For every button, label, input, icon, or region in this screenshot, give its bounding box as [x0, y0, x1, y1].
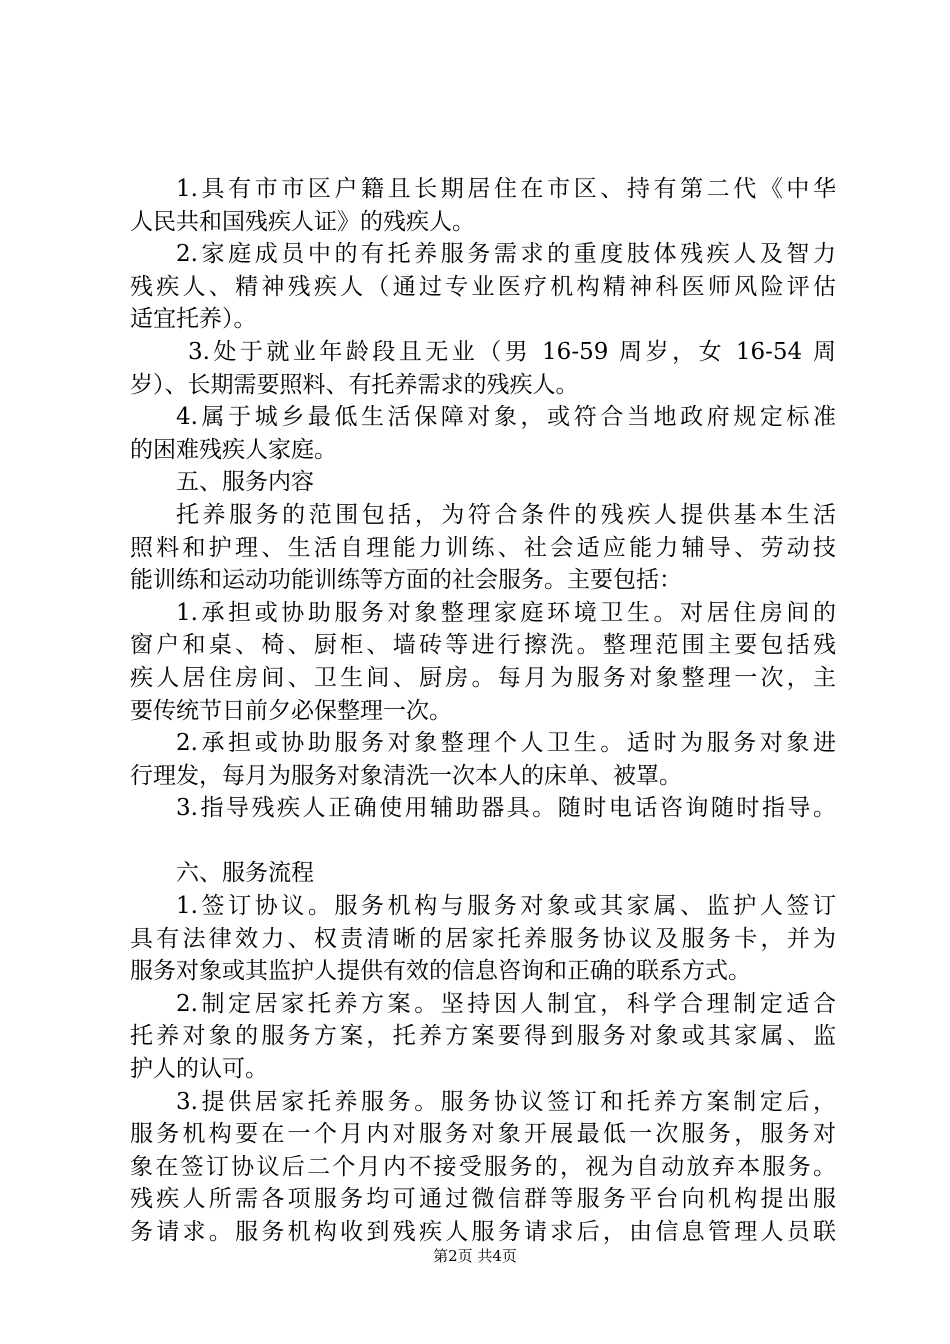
- section-heading: 五、服务内容: [176, 469, 314, 496]
- document-body: [130, 173, 836, 1249]
- paragraph-line: 3.提供居家托养服务。服务协议签订和托养方案制定后，: [176, 1088, 836, 1115]
- paragraph-line: 能训练和运动功能训练等方面的社会服务。主要包括：: [130, 567, 682, 594]
- paragraph-line: 2.承担或协助服务对象整理个人卫生。适时为服务对象进: [176, 730, 836, 757]
- paragraph-line: 护人的认可。: [130, 1056, 268, 1083]
- paragraph-line: 适宜托养）。: [130, 306, 257, 333]
- paragraph-line: 具有法律效力、权责清晰的居家托养服务协议及服务卡，并为: [130, 925, 836, 952]
- paragraph-line: 的困难残疾人家庭。: [130, 436, 337, 463]
- paragraph-line: 服务机构要在一个月内对服务对象开展最低一次服务，服务对: [130, 1121, 836, 1148]
- paragraph-line: 3.处于就业年龄段且无业（男 16-59 周岁，女 16-54 周: [188, 338, 836, 365]
- paragraph-line: 窗户和桌、椅、厨柜、墙砖等进行擦洗。整理范围主要包括残: [130, 632, 836, 659]
- paragraph-line: 残疾人、精神残疾人（通过专业医疗机构精神科医师风险评估: [130, 273, 836, 300]
- paragraph-line: 2.家庭成员中的有托养服务需求的重度肢体残疾人及智力: [176, 241, 836, 268]
- paragraph-line: 行理发，每月为服务对象清洗一次本人的床单、被罩。: [130, 762, 682, 789]
- paragraph-line: 托养对象的服务方案，托养方案要得到服务对象或其家属、监: [130, 1023, 836, 1050]
- paragraph-line: 务请求。服务机构收到残疾人服务请求后，由信息管理人员联: [130, 1219, 836, 1245]
- paragraph-line: 1.签订协议。服务机构与服务对象或其家属、监护人签订: [176, 893, 836, 920]
- paragraph-line: 人民共和国残疾人证》的残疾人。: [130, 208, 475, 235]
- paragraph-line: 托养服务的范围包括，为符合条件的残疾人提供基本生活: [176, 501, 836, 528]
- paragraph-line: 岁）、长期需要照料、有托养需求的残疾人。: [130, 371, 579, 398]
- paragraph-line: 2.制定居家托养方案。坚持因人制宜，科学合理制定适合: [176, 990, 836, 1017]
- paragraph-line: 4.属于城乡最低生活保障对象，或符合当地政府规定标准: [176, 404, 836, 431]
- paragraph-line: 服务对象或其监护人提供有效的信息咨询和正确的联系方式。: [130, 958, 751, 985]
- paragraph-line: 1.具有市市区户籍且长期居住在市区、持有第二代《中华: [176, 176, 836, 202]
- paragraph-line: 要传统节日前夕必保整理一次。: [130, 697, 452, 724]
- paragraph-line: 照料和护理、生活自理能力训练、社会适应能力辅导、劳动技: [130, 534, 836, 561]
- paragraph-line: 象在签订协议后二个月内不接受服务的，视为自动放弃本服务。: [130, 1153, 836, 1180]
- paragraph-line: 1.承担或协助服务对象整理家庭环境卫生。对居住房间的: [176, 599, 836, 626]
- page-footer: 第2页 共4页: [433, 1247, 517, 1265]
- section-heading: 六、服务流程: [176, 860, 314, 887]
- paragraph-line: 疾人居住房间、卫生间、厨房。每月为服务对象整理一次，主: [130, 664, 836, 691]
- paragraph-line: 残疾人所需各项服务均可通过微信群等服务平台向机构提出服: [130, 1186, 836, 1213]
- paragraph-line: 3.指导残疾人正确使用辅助器具。随时电话咨询随时指导。: [176, 795, 836, 822]
- blank-line: [130, 825, 836, 858]
